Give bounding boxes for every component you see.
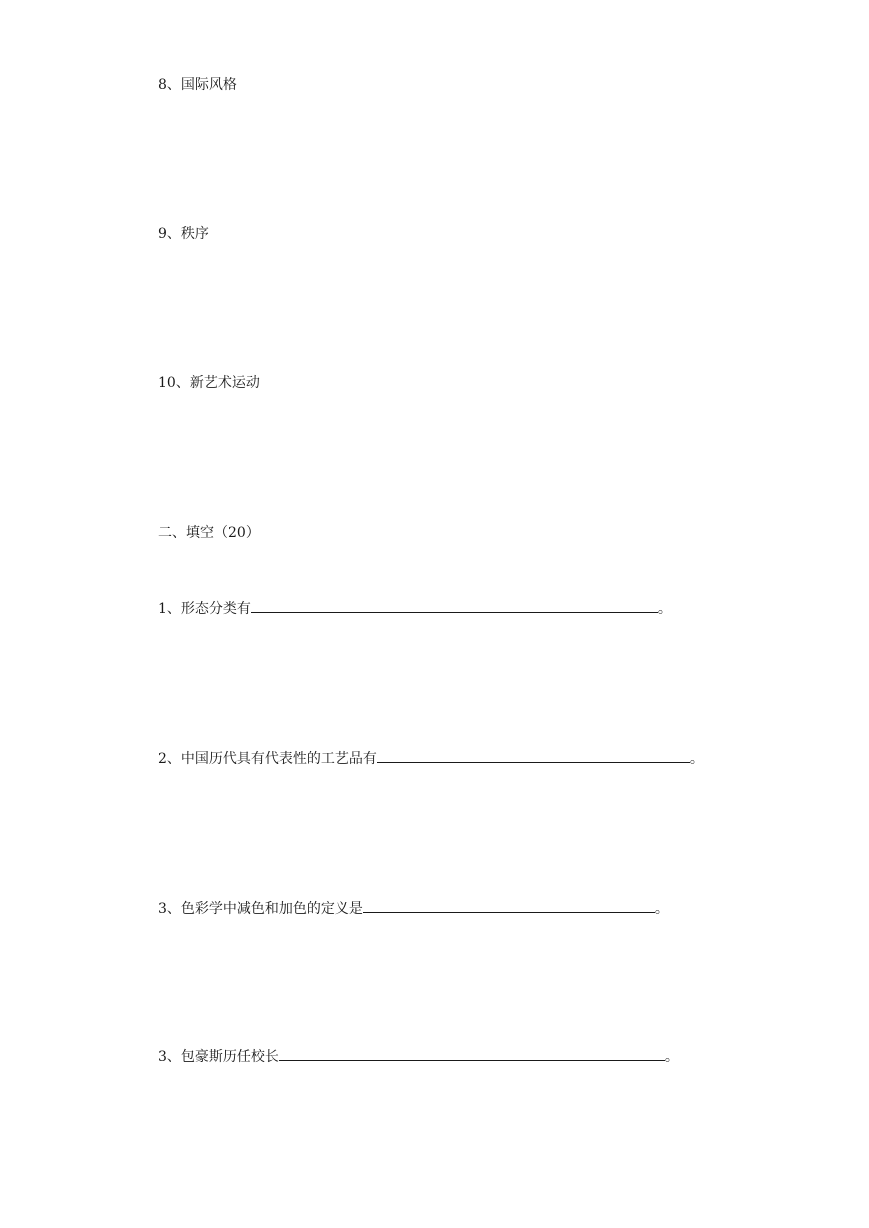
item-number: 8、 [158, 77, 181, 93]
question-end-mark: 。 [654, 901, 669, 917]
item-number: 9、 [158, 226, 181, 242]
question-end-mark: 。 [664, 1049, 679, 1065]
answer-blank[interactable] [363, 898, 655, 913]
question-prompt: 形态分类有 [180, 601, 251, 617]
definition-item-10 [158, 374, 260, 392]
fill-in-question-1 [158, 598, 672, 618]
question-end-mark: 。 [689, 751, 704, 767]
item-number: 10、 [158, 375, 190, 391]
definition-item-8 [158, 76, 237, 94]
item-term: 国际风格 [180, 77, 237, 93]
section-heading: 二、填空（20） [158, 525, 260, 541]
item-term: 新艺术运动 [189, 375, 260, 391]
answer-blank[interactable] [251, 598, 658, 613]
fill-in-question-4 [158, 1046, 679, 1066]
question-prompt: 包豪斯历任校长 [180, 1049, 279, 1065]
answer-blank[interactable] [377, 748, 690, 763]
question-number: 2、 [158, 751, 181, 767]
answer-blank[interactable] [279, 1046, 665, 1061]
item-term: 秩序 [180, 226, 209, 242]
question-prompt: 中国历代具有代表性的工艺品有 [180, 751, 377, 767]
question-number: 3、 [158, 1049, 181, 1065]
definition-item-9 [158, 225, 209, 243]
question-number: 1、 [158, 601, 181, 617]
question-end-mark: 。 [657, 601, 672, 617]
fill-in-question-2 [158, 748, 704, 768]
question-prompt: 色彩学中减色和加色的定义是 [180, 901, 363, 917]
fill-in-question-3 [158, 898, 669, 918]
question-number: 3、 [158, 901, 181, 917]
